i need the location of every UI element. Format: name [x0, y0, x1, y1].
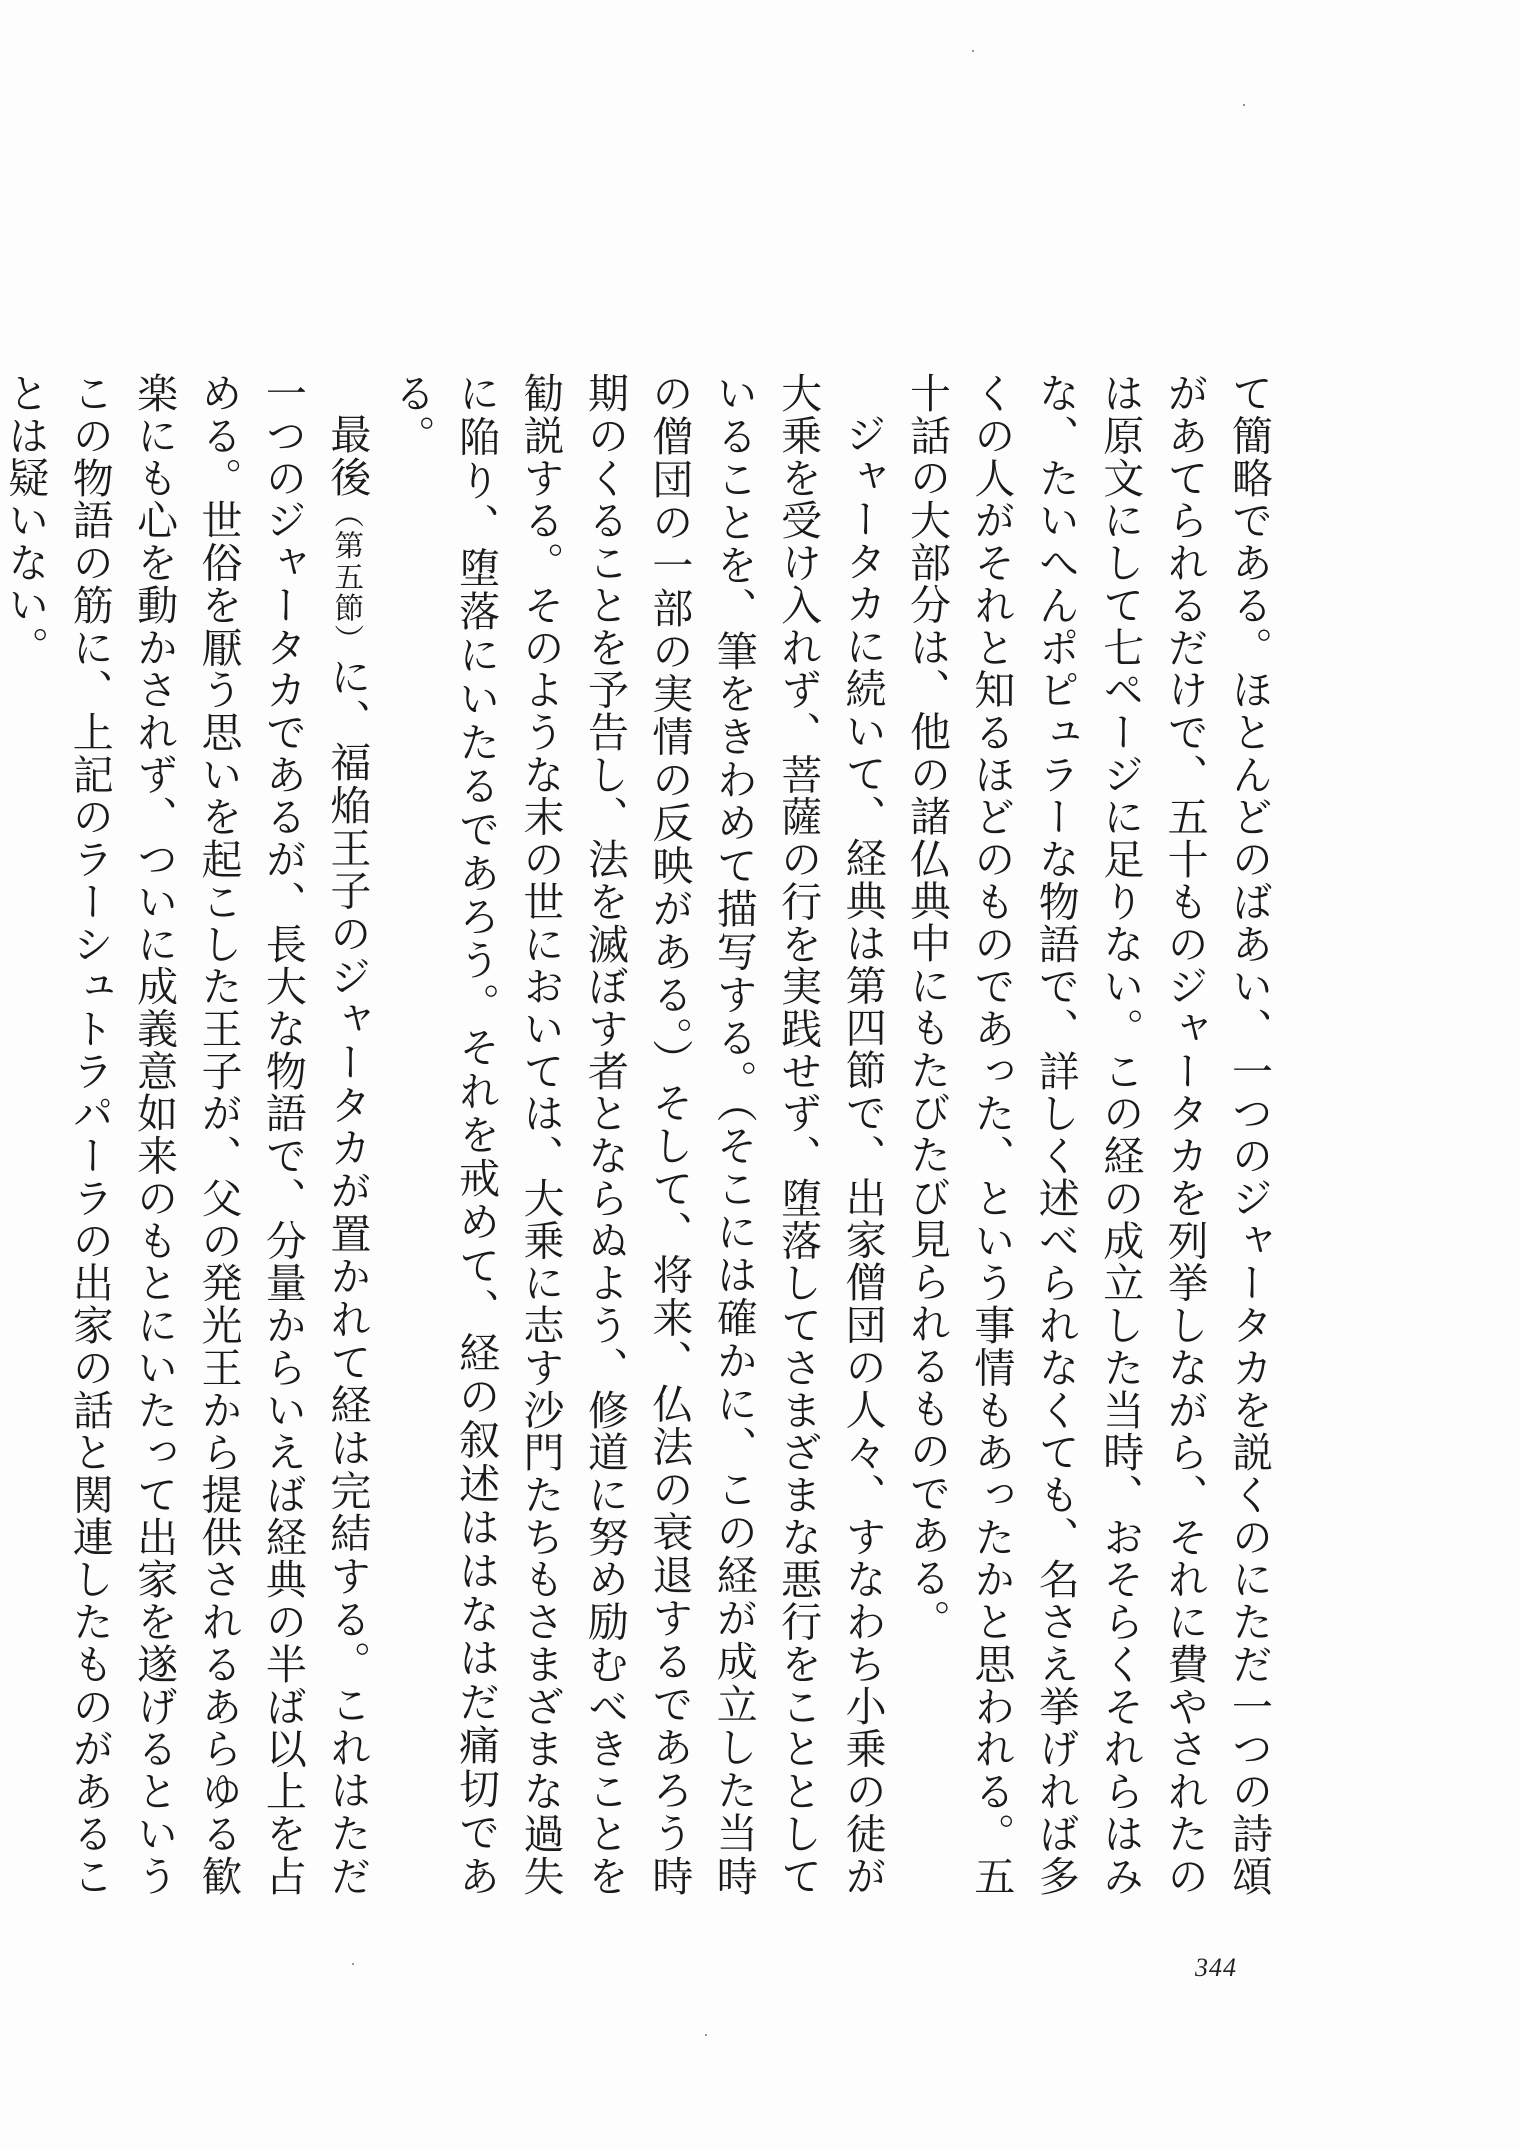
scan-speck	[352, 1963, 354, 1965]
paragraph-3-text-b: に、福焔王子のジャータカが置かれて経は完結する。これはただ一つのジャータカであるが、長大な物語で、分量からいえば経典の半ば以上を占める。世俗を厭う思いを起こした王子が、父の発光王から提供されるあらゆる歓楽にも心を動かされず、ついに成義意如来のもとにいたって出家を遂げるというこの物語の筋に、上記のラーシュトラパーラの出家の話と関連したものがあることは疑いない。	[1, 372, 372, 1897]
body-text	[1, 372, 1281, 1897]
paragraph-3	[0, 372, 379, 1897]
paragraph-2-text: ジャータカに続いて、経典は第四節で、出家僧団の人々、すなわち小乗の徒が大乗を受け入れず、菩薩の行を実践せず、堕落してさまざまな悪行をこととしていることを、筆をきわめて描写する。（そこには確かに、この経が成立した当時の僧団の一部の実情の反映がある。）そして、将来、仏法の衰退するであろう時期のくることを予告し、法を滅ぼす者とならぬよう、修道に努め励むべきことを勧説する。そのような末の世においては、大乗に志す沙門たちもさまざまな過失に陥り、堕落にいたるであろう。それを戒めて、経の叙述ははなはだ痛切である。	[387, 372, 887, 1897]
scan-speck	[705, 2034, 707, 2036]
scan-speck	[1243, 104, 1245, 106]
scan-speck	[972, 50, 974, 52]
paragraph-3-text-a: 最後	[323, 413, 372, 499]
paragraph-1	[895, 372, 1281, 1897]
page-number: 344	[1195, 1953, 1237, 1982]
paragraph-1-text: て簡略である。ほとんどのばあい、一つのジャータカを説くのにただ一つの詩頌があてられるだけで、五十ものジャータカを列挙しながら、それに費やされたのは原文にして七ページに足りない。この経の成立した当時、おそらくそれらはみな、たいへんポピュラーな物語で、詳しく述べられなくても、名さえ挙げれば多くの人がそれと知るほどのものであった、という事情もあったかと思われる。五十話の大部分は、他の諸仏典中にもたびたび見られるものである。	[902, 372, 1273, 1897]
paragraph-2	[379, 372, 894, 1897]
section-note-5: （第五節）	[330, 498, 365, 656]
